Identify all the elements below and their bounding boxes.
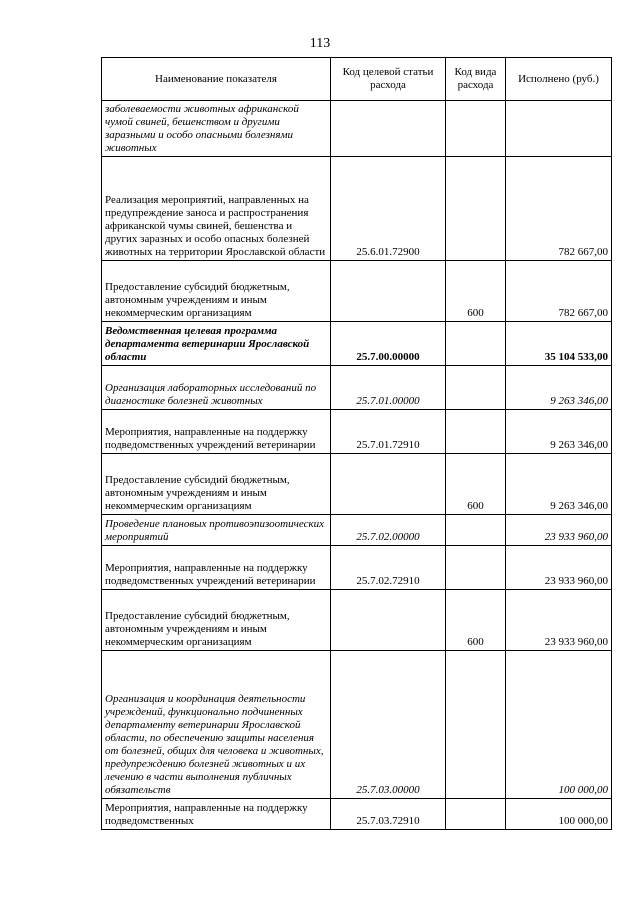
table-row [102, 515, 612, 546]
row-name-cell: Предоставление субсидий бюджетным, автономным учреждениям и иным некоммерческим организациям [102, 261, 331, 322]
row-code-cell: 25.7.01.00000 [331, 366, 446, 410]
row-kind-cell [446, 101, 506, 157]
row-kind-cell [446, 157, 506, 261]
row-name-cell: Организация и координация деятельности учреждений, функционально подчиненных департаменту ветеринарии Ярославской области, по обеспечению защиты населения от болезней, общих для человека и животных, предупреждению болезней животных и их лечению в части выполнения публичных обязательств [102, 651, 331, 799]
row-kind-cell: 600 [446, 590, 506, 651]
row-name-cell: Предоставление субсидий бюджетным, автономным учреждениям и иным некоммерческим организациям [102, 454, 331, 515]
row-kind-cell [446, 322, 506, 366]
row-name-cell: Реализация мероприятий, направленных на предупреждение заноса и распространения африканской чумы свиней, бешенства и других заразных и особо опасных болезней животных на территории Ярославской области [102, 157, 331, 261]
table-row [102, 322, 612, 366]
row-amount-cell: 9 263 346,00 [506, 366, 612, 410]
table-row [102, 651, 612, 799]
row-kind-cell [446, 651, 506, 799]
row-code-cell: 25.7.00.00000 [331, 322, 446, 366]
row-kind-cell [446, 515, 506, 546]
row-amount-cell: 100 000,00 [506, 651, 612, 799]
header-amount: Исполнено (руб.) [506, 58, 612, 101]
row-kind-cell [446, 546, 506, 590]
row-name-cell: заболеваемости животных африканской чумой свиней, бешенством и другими заразными и особо опасными болезнями животных [102, 101, 331, 157]
table-row [102, 157, 612, 261]
row-code-cell [331, 454, 446, 515]
page-number: 113 [309, 36, 331, 51]
row-kind-cell [446, 410, 506, 454]
row-code-cell: 25.6.01.72900 [331, 157, 446, 261]
row-amount-cell: 782 667,00 [506, 261, 612, 322]
row-amount-cell: 23 933 960,00 [506, 590, 612, 651]
table-row [102, 590, 612, 651]
table-row [102, 454, 612, 515]
row-name-cell: Предоставление субсидий бюджетным, автономным учреждениям и иным некоммерческим организациям [102, 590, 331, 651]
row-code-cell: 25.7.01.72910 [331, 410, 446, 454]
row-kind-cell [446, 366, 506, 410]
table-row [102, 410, 612, 454]
row-code-cell: 25.7.02.00000 [331, 515, 446, 546]
header-code: Код целевой статьи расхода [331, 58, 446, 101]
row-code-cell [331, 261, 446, 322]
table-row [102, 546, 612, 590]
row-name-cell: Проведение плановых противоэпизоотических мероприятий [102, 515, 331, 546]
table-row [102, 261, 612, 322]
row-amount-cell: 23 933 960,00 [506, 515, 612, 546]
table-body [102, 101, 612, 830]
table-row [102, 799, 612, 830]
row-amount-cell: 35 104 533,00 [506, 322, 612, 366]
row-name-cell: Организация лабораторных исследований по диагностике болезней животных [102, 366, 331, 410]
row-code-cell [331, 101, 446, 157]
row-code-cell: 25.7.03.00000 [331, 651, 446, 799]
header-kind: Код вида расхода [446, 58, 506, 101]
table-header-row [102, 58, 612, 101]
row-amount-cell: 100 000,00 [506, 799, 612, 830]
row-name-cell: Мероприятия, направленные на поддержку подведомственных [102, 799, 331, 830]
row-name-cell: Мероприятия, направленные на поддержку подведомственных учреждений ветеринарии [102, 410, 331, 454]
row-name-cell: Мероприятия, направленные на поддержку подведомственных учреждений ветеринарии [102, 546, 331, 590]
header-name: Наименование показателя [102, 58, 331, 101]
row-kind-cell: 600 [446, 454, 506, 515]
row-code-cell: 25.7.03.72910 [331, 799, 446, 830]
row-amount-cell: 23 933 960,00 [506, 546, 612, 590]
row-amount-cell [506, 101, 612, 157]
row-kind-cell [446, 799, 506, 830]
row-name-cell: Ведомственная целевая программа департамента ветеринарии Ярославской области [102, 322, 331, 366]
row-amount-cell: 782 667,00 [506, 157, 612, 261]
table-row [102, 366, 612, 410]
row-code-cell [331, 590, 446, 651]
row-amount-cell: 9 263 346,00 [506, 410, 612, 454]
table-row [102, 101, 612, 157]
row-kind-cell: 600 [446, 261, 506, 322]
row-code-cell: 25.7.02.72910 [331, 546, 446, 590]
budget-table [101, 57, 612, 830]
row-amount-cell: 9 263 346,00 [506, 454, 612, 515]
